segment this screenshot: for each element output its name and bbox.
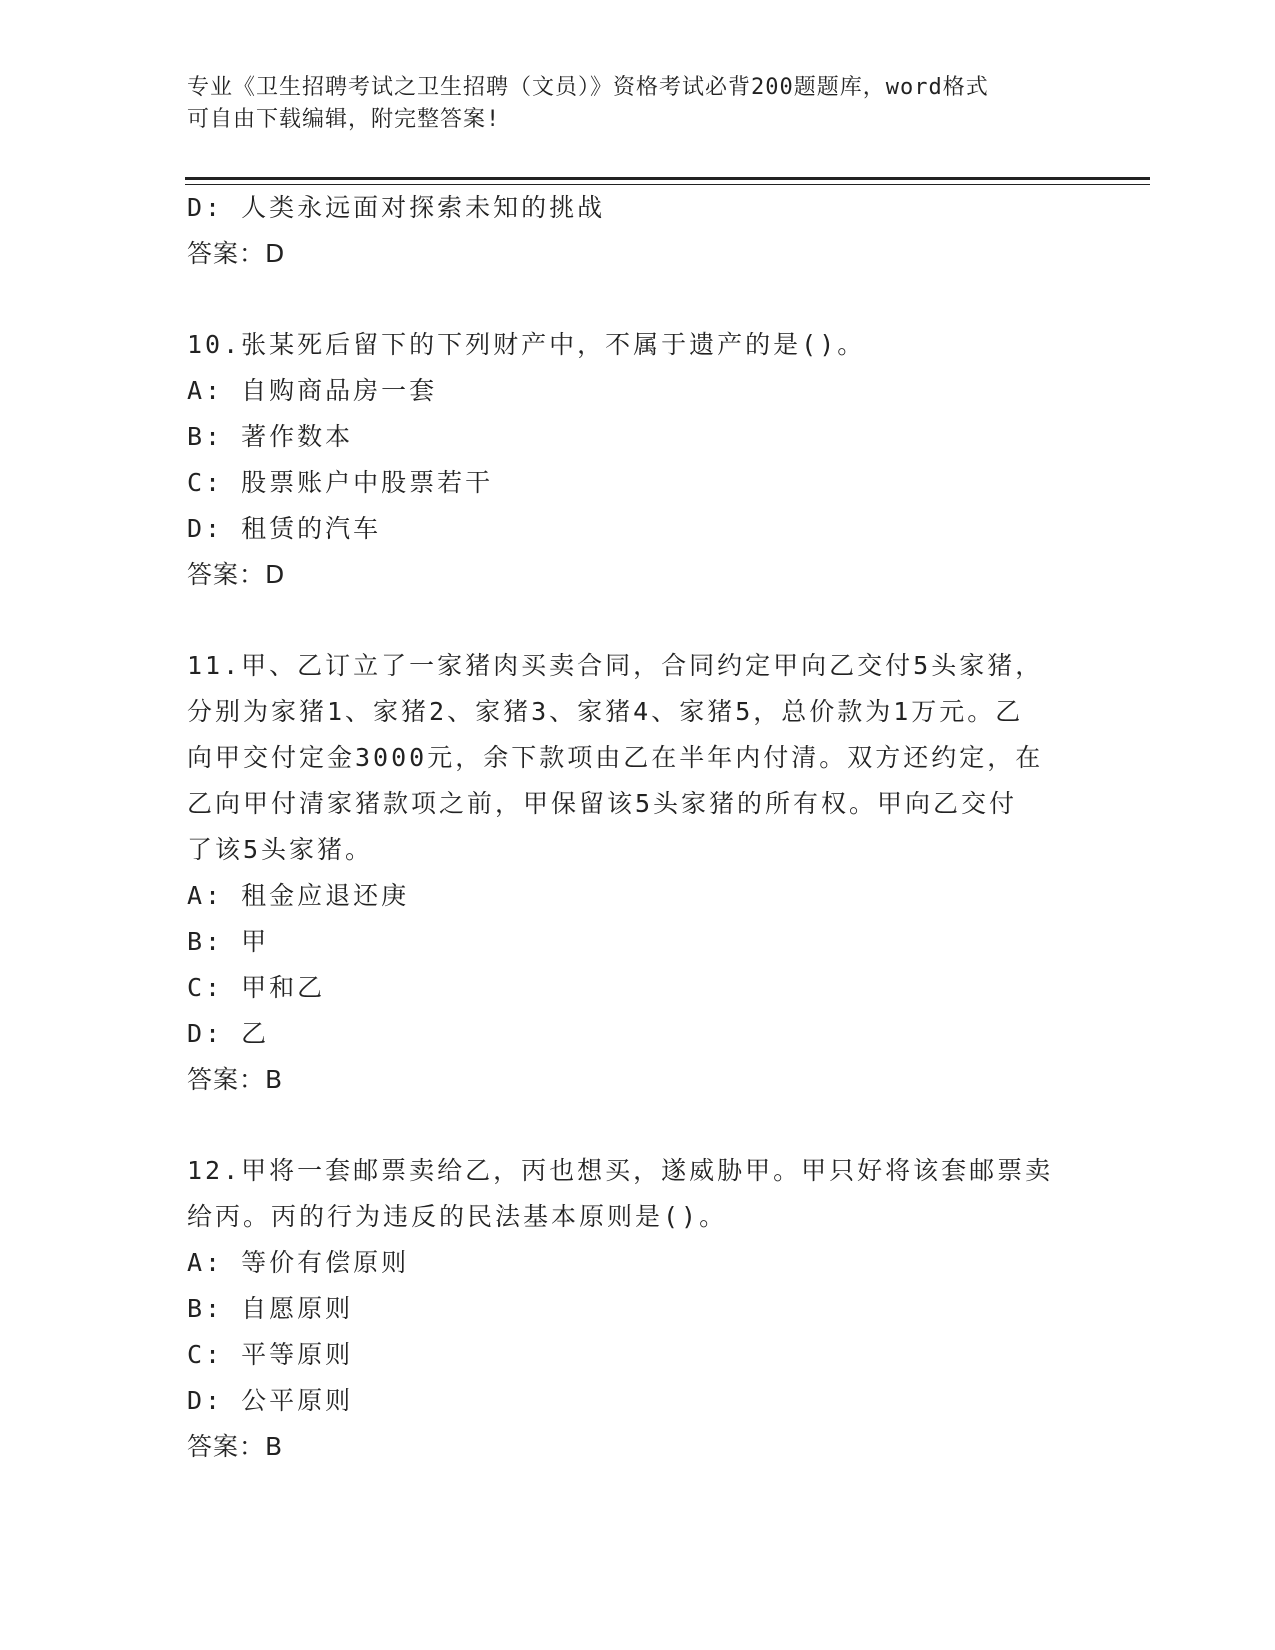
option-d: D: 公平原则: [187, 1386, 354, 1415]
spacer: [187, 1103, 1087, 1148]
option-a: A: 自购商品房一套: [187, 376, 438, 405]
header-line-1: 专业《卫生招聘考试之卫生招聘（文员）》资格考试必背200题题库，word格式: [187, 75, 989, 100]
answer: 答案：B: [187, 1432, 284, 1461]
option-d: D: 租赁的汽车: [187, 514, 382, 543]
option-c: C: 股票账户中股票若干: [187, 468, 494, 497]
answer: 答案：D: [187, 560, 286, 589]
option-c: C: 甲和乙: [187, 973, 326, 1002]
question-stem-line: 11.甲、乙订立了一家猪肉买卖合同，合同约定甲向乙交付5头家猪，: [187, 651, 1044, 680]
option-b: B: 著作数本: [187, 422, 354, 451]
question-list: [187, 185, 1087, 1470]
question-12: [187, 1148, 1087, 1470]
option-d: D: 人类永远面对探索未知的挑战: [187, 193, 606, 222]
question-11: [187, 643, 1087, 1103]
question-stem-line: 12.甲将一套邮票卖给乙，丙也想买，遂威胁甲。甲只好将该套邮票卖: [187, 1156, 1054, 1185]
question-stem-line: 了该5头家猪。: [187, 835, 374, 864]
spacer: [187, 277, 1087, 322]
answer: 答案：B: [187, 1065, 284, 1094]
option-c: C: 平等原则: [187, 1340, 354, 1369]
question-9: [187, 185, 1087, 277]
question-stem-line: 乙向甲付清家猪款项之前，甲保留该5头家猪的所有权。甲向乙交付: [187, 789, 1018, 818]
question-stem-line: 分别为家猪1、家猪2、家猪3、家猪4、家猪5，总价款为1万元。乙: [187, 697, 1024, 726]
answer: 答案：D: [187, 239, 286, 268]
option-b: B: 甲: [187, 927, 270, 956]
question-10: [187, 322, 1087, 598]
header-divider-thick: [185, 177, 1150, 180]
header-line-2: 可自由下载编辑，附完整答案!: [187, 107, 501, 132]
option-b: B: 自愿原则: [187, 1294, 354, 1323]
document-header: [187, 72, 1087, 136]
option-a: A: 租金应退还庚: [187, 881, 410, 910]
spacer: [187, 598, 1087, 643]
option-d: D: 乙: [187, 1019, 270, 1048]
question-stem-line: 10.张某死后留下的下列财产中，不属于遗产的是()。: [187, 330, 866, 359]
question-stem-line: 给丙。丙的行为违反的民法基本原则是()。: [187, 1202, 728, 1231]
question-stem-line: 向甲交付定金3000元，余下款项由乙在半年内付清。双方还约定，在: [187, 743, 1044, 772]
option-a: A: 等价有偿原则: [187, 1248, 410, 1277]
